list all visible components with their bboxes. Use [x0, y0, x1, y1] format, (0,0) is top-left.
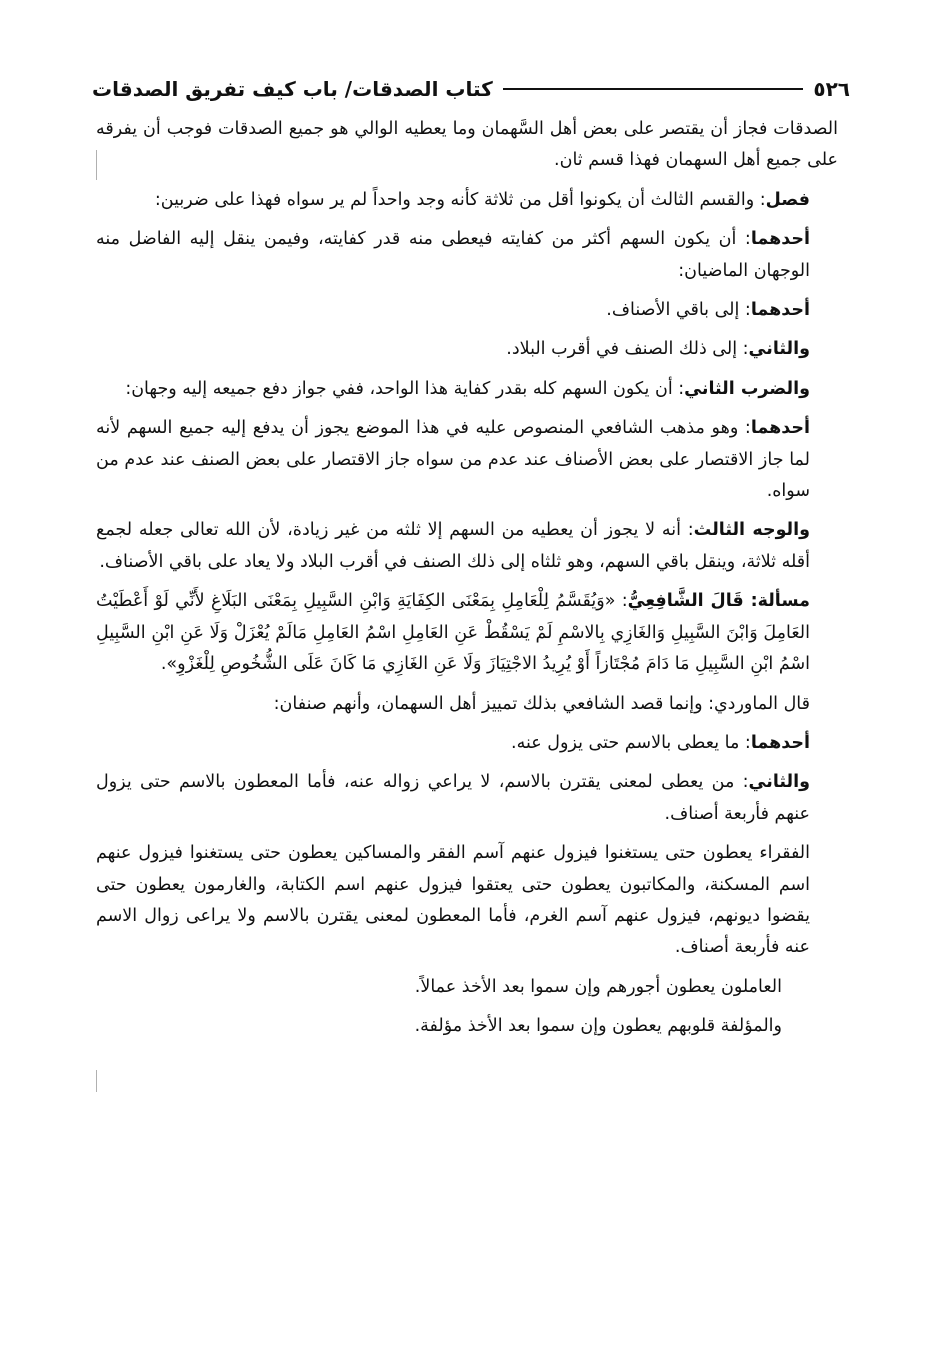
- page-header: [92, 72, 850, 106]
- paragraph-lead: والوجه الثالث: [693, 520, 811, 541]
- paragraph-text: : أنه لا يجوز أن يعطيه من السهم إلا ثلثه من غير زيادة، لأن الله تعالى جعله لجمع أقله ثلاثة، وينقل باقي السهم، وهو ثلثاه إلى ذلك الصنف في أقرب البلاد ولا يعاد على باقي الأصناف.: [96, 520, 810, 572]
- paragraph-four-categories: [96, 838, 838, 964]
- page-number: ٥٢٦: [813, 77, 850, 101]
- paragraph-type-2: [96, 767, 838, 830]
- paragraph-text: والمؤلفة قلوبهم يعطون وإن سموا بعد الأخذ مؤلفة.: [414, 1016, 782, 1037]
- paragraph-lead: فصل: [765, 189, 810, 210]
- scan-margin-mark: [96, 1070, 97, 1092]
- paragraph-masala: [96, 586, 838, 680]
- page-body: [96, 114, 838, 1051]
- paragraph-text: : أن يكون السهم أكثر من كفايته فيعطى منه قدر كفايته، وفيمن ينقل إليه الفاضل منه الوجهان الماضيان:: [96, 229, 810, 281]
- paragraph-second-type: [96, 374, 838, 405]
- paragraph-text: : إلى ذلك الصنف في أقرب البلاد.: [506, 339, 749, 360]
- paragraph-text: الفقراء يعطون حتى يستغنوا فيزول عنهم آسم الفقر والمساكين يعطون حتى يستغنوا فيزول عنهم اسم المسكنة، والمكاتبون يعطون حتى يعتقوا فيزول عنهم اسم الكتابة، والغارمون يعطون حتى يقضوا ديونهم، فيزول عنهم آسم الغرم، فأما المعطون لمعنى يقترن بالاسم ولا يراعى زوال الاسم عنه فأربعة أصناف.: [96, 843, 810, 958]
- paragraph-type-1: [96, 728, 838, 759]
- paragraph-lead: والثاني: [748, 339, 810, 360]
- paragraph-muallafa: [96, 1011, 838, 1042]
- paragraph-lead: أحدهما: [750, 229, 810, 250]
- paragraph-view-1: [96, 413, 838, 507]
- paragraph-text: الصدقات فجاز أن يقتصر على بعض أهل السَّهمان وما يعطيه الوالي هو جميع الصدقات فوجب أن يفرقه على جميع أهل السهمان فهذا قسم ثان.: [96, 119, 838, 171]
- running-title: كتاب الصدقات/ باب كيف تفريق الصدقات: [92, 77, 493, 101]
- paragraph-first-case: [96, 224, 838, 287]
- paragraph-option-2: [96, 334, 838, 365]
- paragraph-lead: والضرب الثاني: [684, 378, 810, 399]
- header-rule: [503, 88, 804, 90]
- paragraph-lead: والثاني: [748, 772, 810, 793]
- paragraph-text: : من يعطى لمعنى يقترن بالاسم، لا يراعي زواله عنه، فأما المعطون بالاسم حتى يزول عنهم فأربعة أصناف.: [96, 772, 810, 824]
- paragraph-lead: أحدهما: [750, 732, 810, 753]
- paragraph-1: [96, 114, 838, 177]
- paragraph-mawardi: [96, 689, 838, 720]
- paragraph-option-1: [96, 295, 838, 326]
- paragraph-text: : وهو مذهب الشافعي المنصوص عليه في هذا الموضع يجوز أن يدفع إليه جميع السهم لأنه لما جاز الاقتصار على بعض الأصناف عند عدم من سواه جاز الاقتصار على بعض الصنف عند عدم من سواه.: [96, 418, 810, 502]
- paragraph-text: : والقسم الثالث أن يكونوا أقل من ثلاثة كأنه وجد واحداً لم ير سواه فهذا على ضربين:: [154, 189, 766, 210]
- paragraph-lead: أحدهما: [750, 300, 810, 321]
- paragraph-text: قال الماوردي: وإنما قصد الشافعي بذلك تمييز أهل السهمان، وأنهم صنفان:: [273, 693, 810, 714]
- paragraph-text: : «وَيُقَسَّمُ لِلْعَامِلِ بِمَعْنَى الكِفَايَةِ وَابْنِ السَّبِيلِ بِمَعْنَى البَلَاغِ لأَنِّي لَوْ أَعْطَيْتُ العَامِلَ وَابْنَ السَّبِيلِ وَالغَازِي بِالاسْمِ لَمْ يَسْقُطْ عَنِ العَامِلِ اسْمُ العَامِلِ مَالَمْ يُعْزَلْ وَلَا عَنِ ابْنِ السَّبِيلِ اسْمُ ابْنِ السَّبِيلِ مَا دَامَ مُجْتَازاً أَوْ يُرِيدُ الاجْتِيَازَ وَلَا عَنِ الغَازِي مَا كَانَ عَلَى الشُّخُوصِ لِلْغَزْوِ».: [96, 591, 810, 675]
- paragraph-fasl: [96, 185, 838, 216]
- paragraph-text: : أن يكون السهم كله بقدر كفاية هذا الواحد، ففي جواز دفع جميعه إليه وجهان:: [125, 378, 685, 399]
- paragraph-lead: مسألة: قَالَ الشَّافِعِيُّ: [627, 591, 811, 612]
- paragraph-text: : إلى باقي الأصناف.: [606, 300, 751, 321]
- paragraph-lead: أحدهما: [750, 418, 810, 439]
- paragraph-amilun: [96, 972, 838, 1003]
- paragraph-text: العاملون يعطون أجورهم وإن سموا بعد الأخذ عمالاً.: [414, 976, 782, 997]
- paragraph-view-3: [96, 515, 838, 578]
- paragraph-text: : ما يعطى بالاسم حتى يزول عنه.: [511, 732, 751, 753]
- scan-margin-mark: [96, 150, 97, 180]
